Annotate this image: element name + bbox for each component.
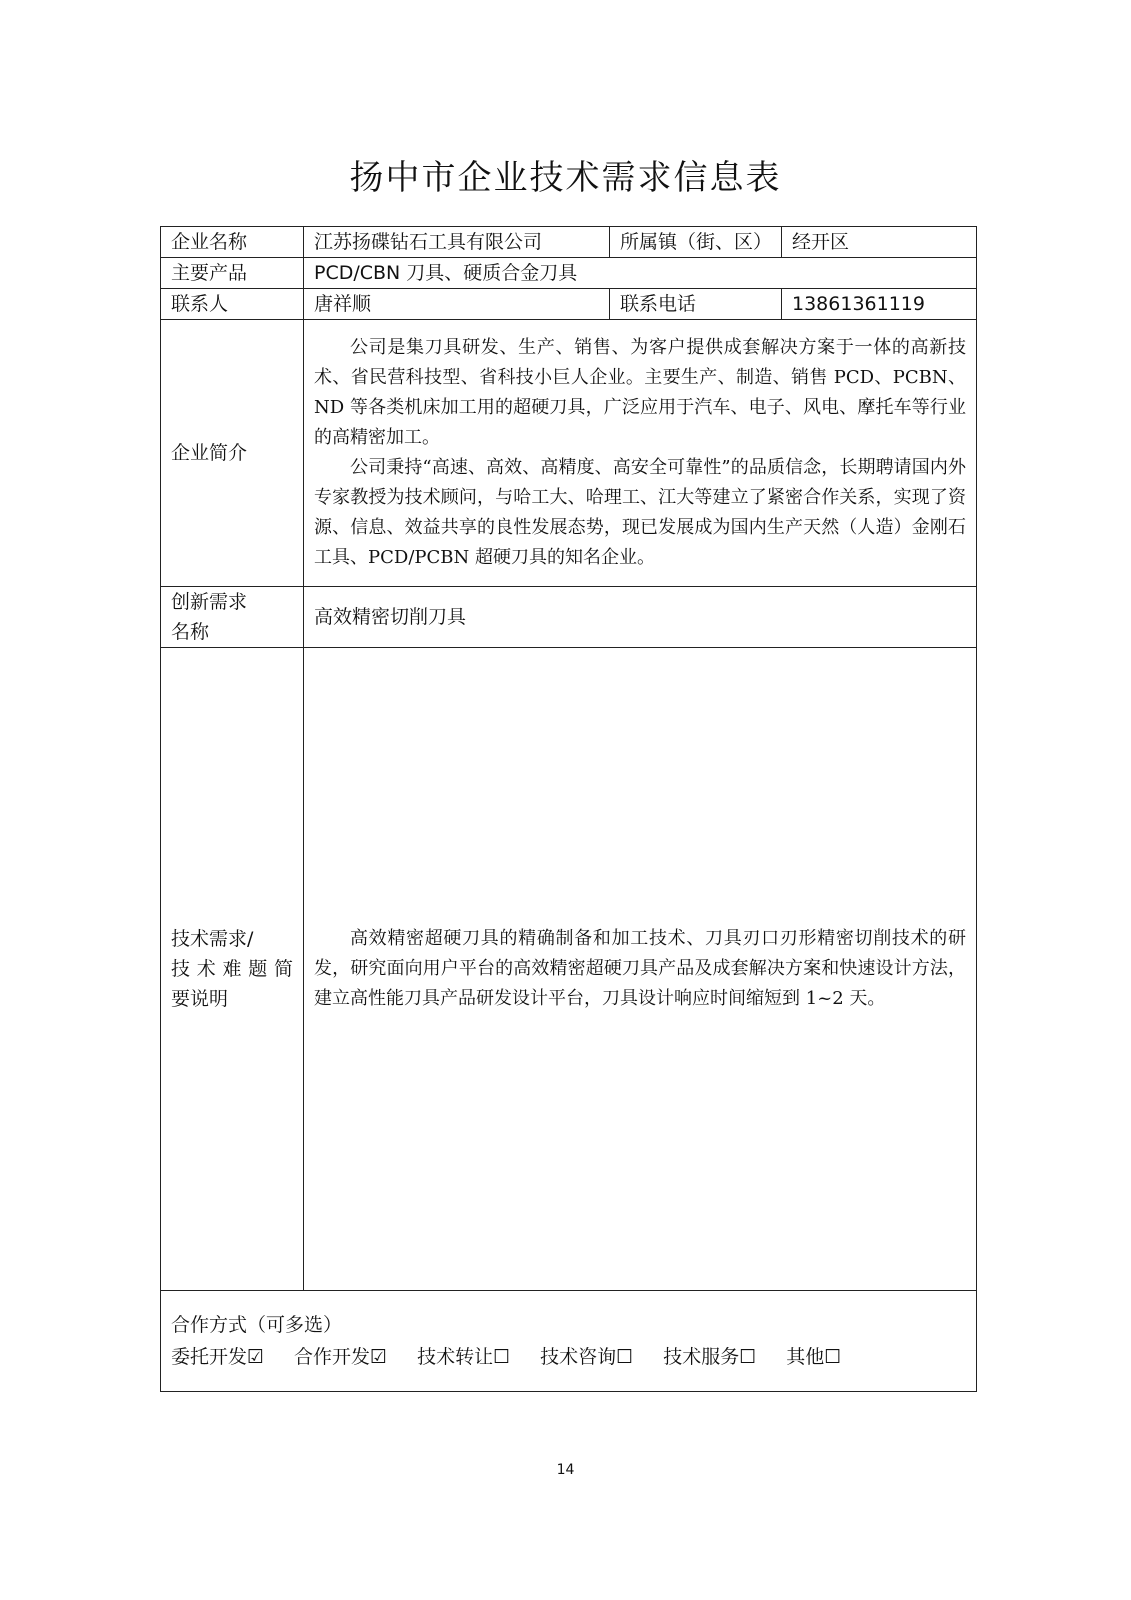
option-commissioned-development[interactable]: 委托开发☑	[171, 1346, 265, 1368]
tech-label-line-3: 要说明	[171, 988, 229, 1010]
cooperation-label: 合作方式（可多选）	[171, 1314, 343, 1336]
main-products-value: PCD/CBN 刀具、硬质合金刀具	[304, 258, 977, 289]
main-products-label: 主要产品	[161, 258, 304, 289]
cooperation-cell	[161, 1291, 977, 1392]
intro-row	[161, 320, 977, 587]
option-other[interactable]: 其他☐	[786, 1346, 842, 1368]
need-name-label-line-2: 名称	[171, 621, 210, 643]
phone-value: 13861361119	[782, 289, 977, 320]
need-name-row	[161, 587, 977, 648]
form-title: 扬中市企业技术需求信息表	[349, 158, 782, 198]
company-row	[161, 227, 977, 258]
tech-description-label	[161, 648, 304, 1291]
contact-label: 联系人	[161, 289, 304, 320]
cooperation-options	[171, 1342, 966, 1372]
tech-description-row	[161, 648, 977, 1291]
intro-label: 企业简介	[161, 320, 304, 587]
contact-value: 唐祥顺	[304, 289, 610, 320]
option-technology-service[interactable]: 技术服务☐	[663, 1346, 757, 1368]
contact-row	[161, 289, 977, 320]
phone-label: 联系电话	[610, 289, 782, 320]
tech-demand-form	[160, 226, 977, 1392]
cooperation-row	[161, 1291, 977, 1392]
option-technology-transfer[interactable]: 技术转让☐	[417, 1346, 511, 1368]
intro-text-cell	[304, 320, 977, 587]
tech-description-cell	[304, 648, 977, 1291]
tech-label-line-2: 技 术 难 题 简	[171, 958, 293, 980]
intro-paragraph-2: 公司秉持“高速、高效、高精度、高安全可靠性”的品质信念，长期聘请国内外专家教授为技术顾问，与哈工大、哈理工、江大等建立了紧密合作关系，实现了资源、信息、效益共享的良性发展态势，现已发展成为国内生产天然（人造）金刚石工具、PCD/PCBN 超硬刀具的知名企业。	[314, 457, 966, 568]
company-name-label: 企业名称	[161, 227, 304, 258]
need-name-label-line-1: 创新需求	[171, 591, 248, 613]
option-joint-development[interactable]: 合作开发☑	[294, 1346, 388, 1368]
need-name-value: 高效精密切削刀具	[304, 587, 977, 648]
page-number: 14	[556, 1462, 575, 1478]
company-name-value: 江苏扬碟钻石工具有限公司	[304, 227, 610, 258]
need-name-label	[161, 587, 304, 648]
town-value: 经开区	[782, 227, 977, 258]
option-technology-consulting[interactable]: 技术咨询☐	[540, 1346, 634, 1368]
products-row	[161, 258, 977, 289]
town-label: 所属镇（街、区）	[610, 227, 782, 258]
tech-description-text: 高效精密超硬刀具的精确制备和加工技术、刀具刃口刃形精密切削技术的研发，研究面向用户平台的高效精密超硬刀具产品及成套解决方案和快速设计方法，建立高性能刀具产品研发设计平台，刀具设计响应时间缩短到 1~2 天。	[314, 928, 966, 1009]
tech-label-line-1: 技术需求/	[171, 928, 254, 950]
intro-paragraph-1: 公司是集刀具研发、生产、销售、为客户提供成套解决方案于一体的高新技术、省民营科技型、省科技小巨人企业。主要生产、制造、销售 PCD、PCBN、ND 等各类机床加工用的超硬刀具，广泛应用于汽车、电子、风电、摩托车等行业的高精密加工。	[314, 337, 966, 448]
